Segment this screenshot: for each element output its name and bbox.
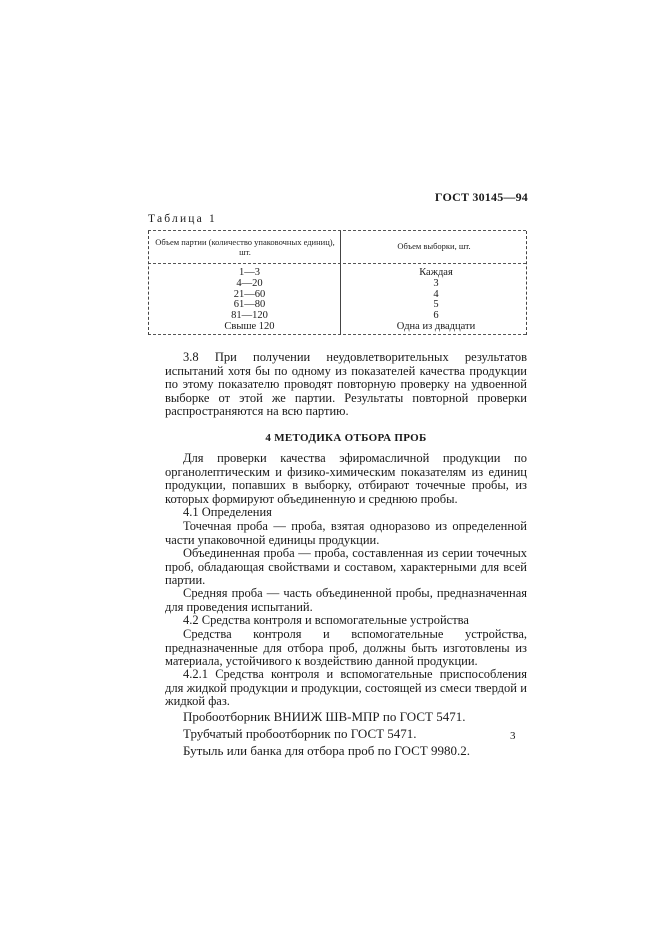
table-center-rule [340,231,341,335]
table-cell-lot: 1—3 [239,267,260,278]
table-column-sample-size [348,268,524,333]
table-cell-lot: 81—120 [231,310,268,322]
table-cell-lot: Свыше 120 [224,320,275,332]
standard-header: ГОСТ 30145—94 [434,190,528,204]
table-cell-lot: 21—60 [233,288,266,300]
table-right-rule [526,231,527,335]
table-header-lot-size: Объем партии (количество упаковочных единиц), шт. [155,237,335,257]
table-cell-lot: 4—20 [236,277,263,289]
definition-point-sample: Точечная проба — проба, взятая одноразово из определенной части упаковочной единицы продукции. [165,519,527,547]
equipment-item-tube-sampler: Трубчатый пробоотборник по ГОСТ 5471. [183,726,417,741]
clause-3-8: 3.8 При получении неудовлетворительных результатов испытаний хотя бы по одному из показателей качества продукции по этому показателю проводят повторную проверку на удвоенной выборке от этой же партии. Результаты повторной проверки распространяются на всю партию. [165,350,527,418]
table-left-rule [148,231,149,335]
clause-4-2-1: 4.2.1 Средства контроля и вспомогательные приспособления для жидкой продукции и продукции, состоящей из смеси твердой и жидкой фаз. [165,667,527,708]
table-cell-sample: Одна из двадцати [396,320,476,332]
table-column-lot-size [162,268,337,333]
equipment-item-sampler: Пробоотборник ВНИИЖ ШВ-МПР по ГОСТ 5471. [183,709,466,724]
table-cell-sample: 3 [433,277,439,289]
table-cell-lot: 61—80 [233,299,266,311]
clause-4-2-heading: 4.2 Средства контроля и вспомогательные устройства [183,613,469,627]
table-cell-sample: 5 [433,299,439,311]
table-cell-sample: 6 [433,310,439,322]
table-bottom-rule [148,334,526,335]
section-4-intro: Для проверки качества эфиромасличной продукции по органолептическим и физико-химическим показателям из единиц продукции, попавших в выборку, отбирают точечные пробы, из которых формируют объединенную и среднюю пробы. [165,451,527,506]
sample-size-table [148,228,528,336]
table-header-sample-size: Объем выборки, шт. [397,241,471,251]
table-cell-sample: Каждая [419,267,453,278]
definition-average-sample: Средняя проба — часть объединенной пробы, предназначенная для проведения испытаний. [165,586,527,614]
table-header-rule [148,263,526,264]
clause-4-2-text: Средства контроля и вспомогательные устройства, предназначенные для отбора проб, должны быть изготовлены из материала, устойчивого к воздействию данной продукции. [165,627,527,668]
clause-4-1-heading: 4.1 Определения [183,505,272,519]
table-cell-sample: 4 [433,288,439,300]
table-caption: Таблица 1 [148,213,217,225]
equipment-item-bottle: Бутыль или банка для отбора проб по ГОСТ 9980.2. [183,743,470,758]
page-number: 3 [510,730,516,742]
section-4-title: 4 МЕТОДИКА ОТБОРА ПРОБ [265,432,427,444]
definition-combined-sample: Объединенная проба — проба, составленная из серии точечных проб, обладающая свойствами и составом, характерными для всей партии. [165,546,527,587]
table-top-rule [148,230,526,231]
